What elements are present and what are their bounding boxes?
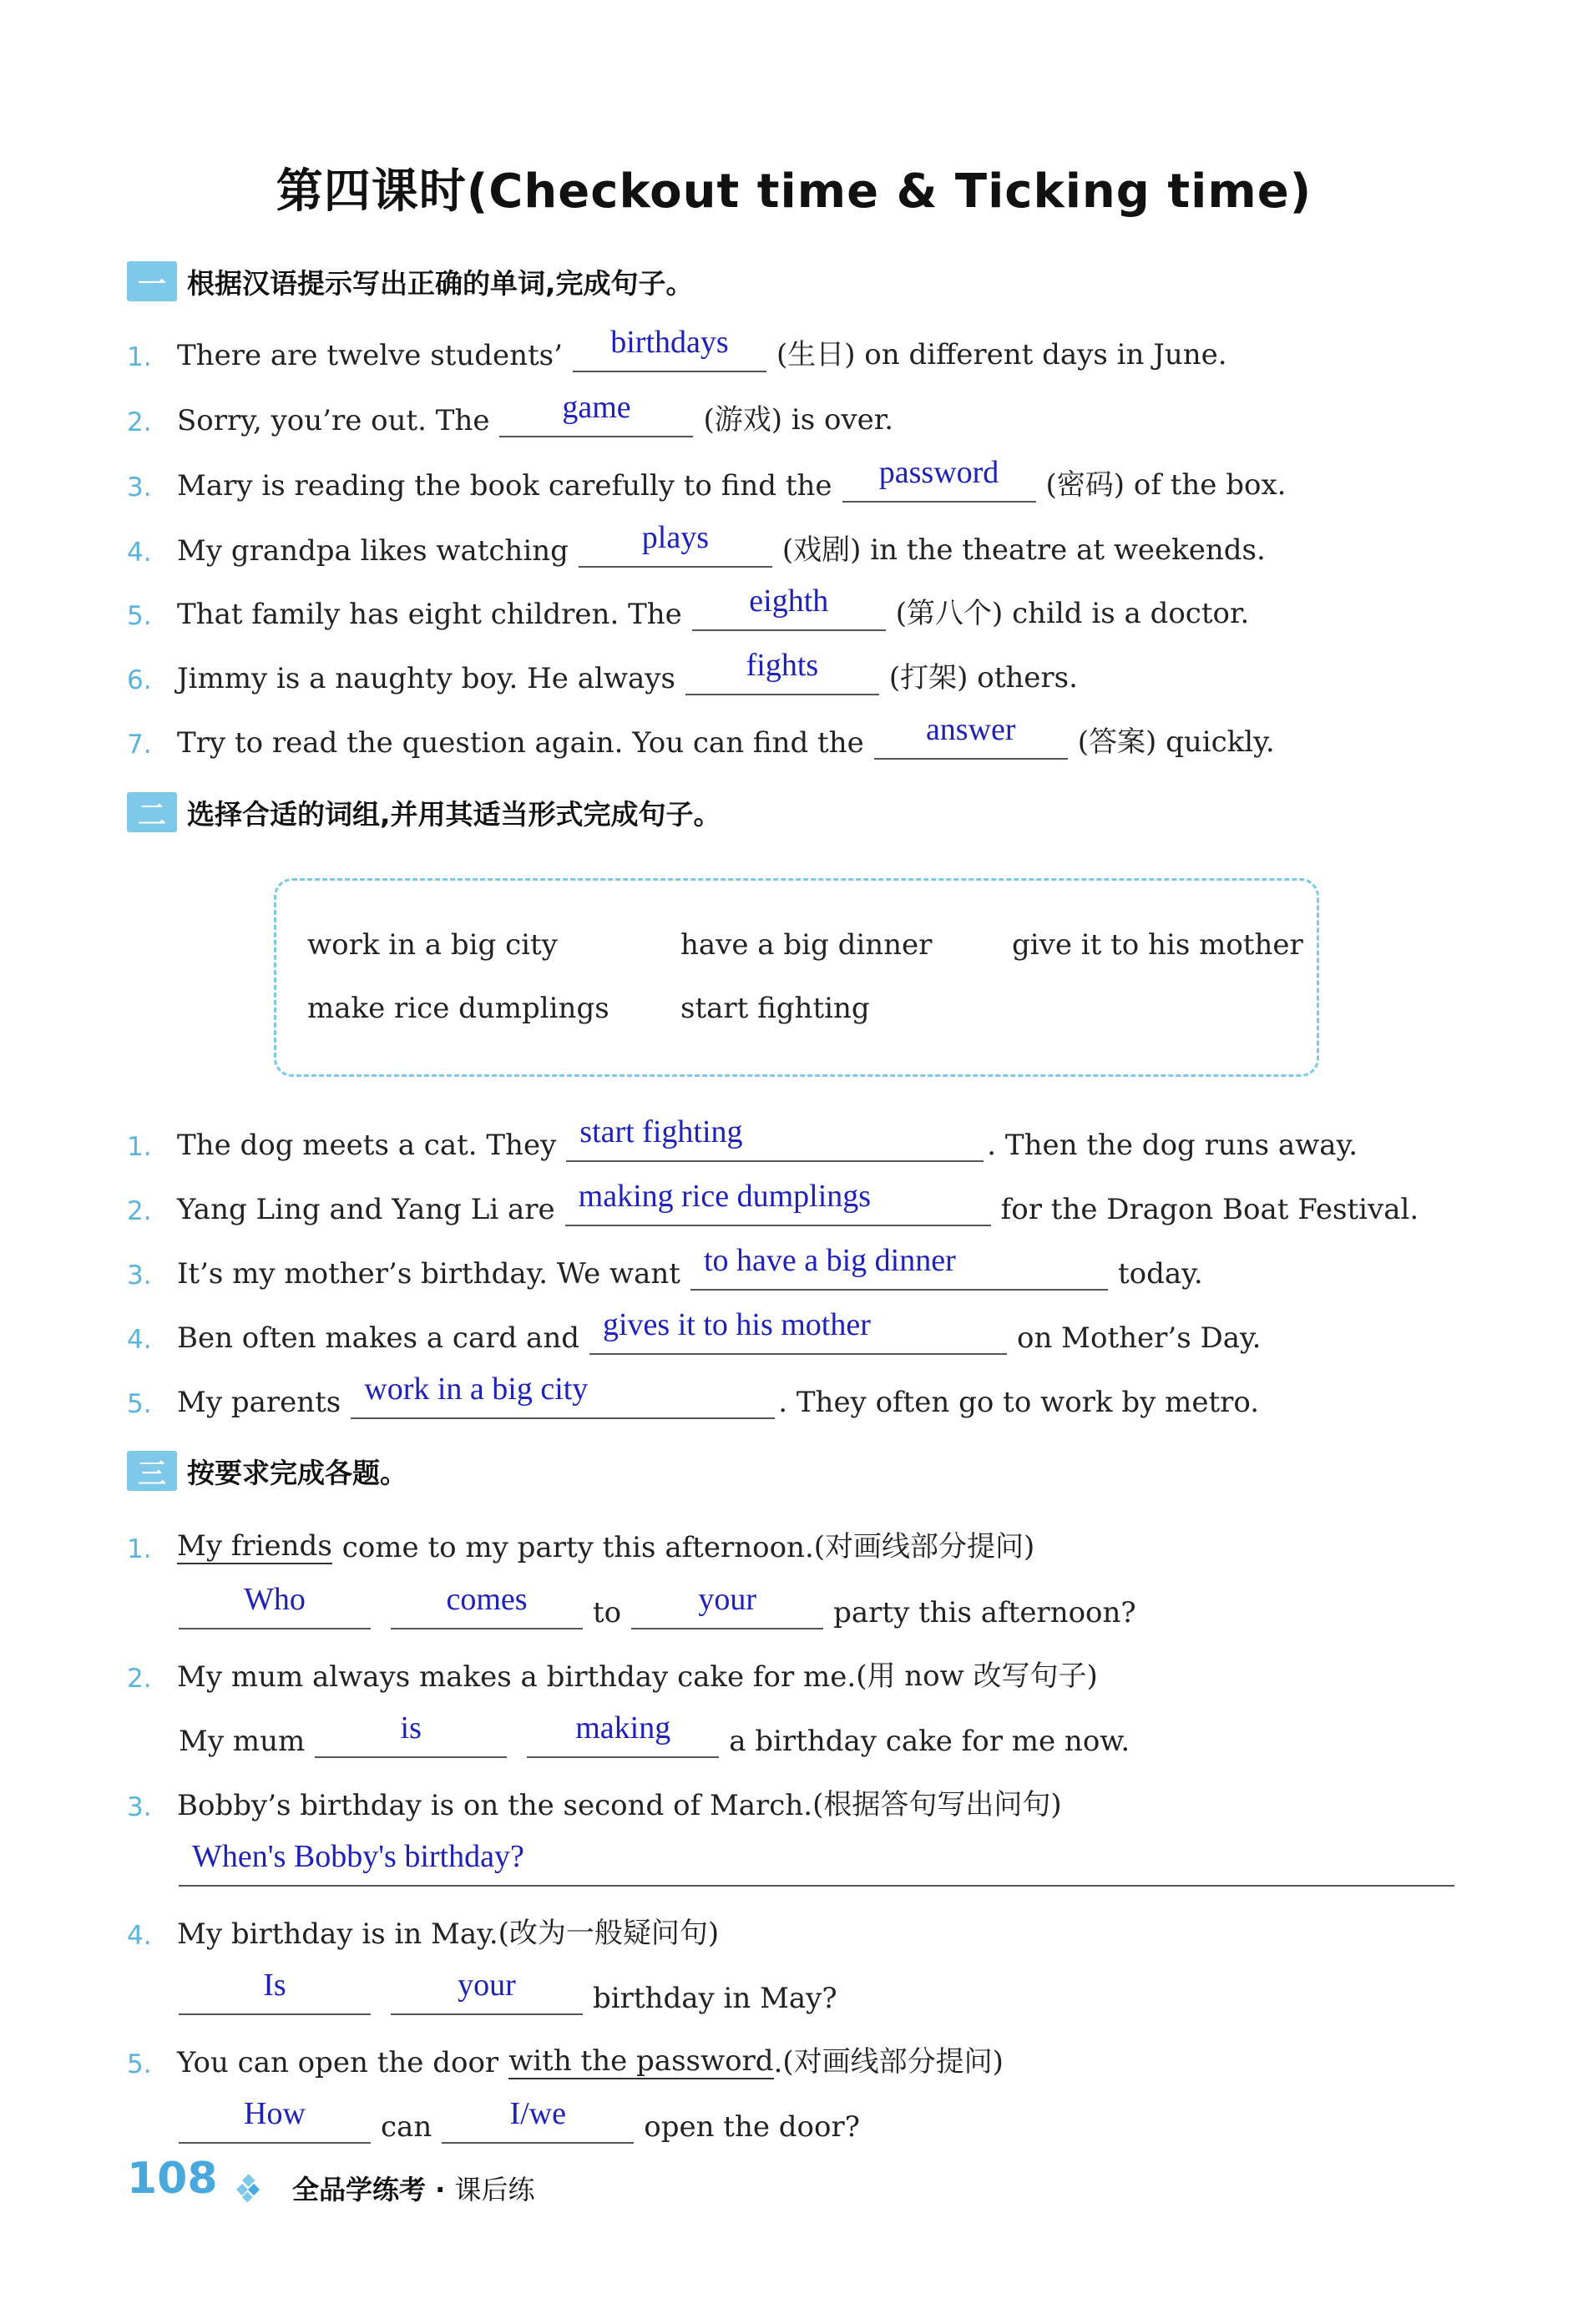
section-2-badge: 二 [127,792,177,832]
answer-blank[interactable]: I/we [442,2097,634,2144]
answer-blank[interactable]: start fighting [566,1115,984,1162]
sentence-text: My grandpa likes watching [177,534,569,568]
item-number: 2. [127,407,152,437]
item-number: 4. [127,538,152,568]
sentence-text: on Mother’s Day. [1017,1321,1262,1355]
s2-item-4 [127,1308,1262,1355]
page-title: 第四课时(Checkout time & Ticking time) [276,164,1312,219]
sentence-text: The dog meets a cat. They [177,1129,557,1162]
s2-item-5 [127,1372,1259,1419]
s1-item-2 [127,391,893,437]
footer-book-title [292,2169,534,2207]
sentence-text: . They often go to work by metro. [778,1386,1260,1419]
instruction: (对画线部分提问) [782,2045,1004,2079]
sentence-text: (密码) of the box. [1045,468,1287,502]
section-1-badge: 一 [127,261,177,301]
footer-separator: · [435,2174,446,2205]
answer-blank[interactable]: to have a big dinner [690,1244,1108,1291]
sentence-text: Jimmy is a naughty boy. He always [177,662,675,695]
answer-blank[interactable]: password [842,456,1036,503]
item-number: 2. [127,1196,152,1226]
s1-item-4 [127,521,1266,568]
answer-blank[interactable]: Is [179,1968,371,2015]
s1-item-6 [127,649,1078,695]
sentence-text: to [593,1596,622,1629]
answer-blank[interactable]: is [315,1711,507,1758]
item-number: 1. [127,342,152,372]
sentence-text: (游戏) is over. [703,403,894,437]
answer-blank[interactable]: comes [391,1583,583,1629]
s3-q3-answer [167,1840,1464,1887]
sentence-text: (戏剧) in the theatre at weekends. [781,533,1266,567]
s3-q3-prompt [127,1776,1062,1822]
sentence-text: That family has eight children. The [177,598,682,631]
sentence-text: There are twelve students’ [177,339,563,372]
sentence-text: My birthday is in May. [177,1917,498,1951]
section-3-header [127,1450,407,1492]
s3-q1-answer [167,1583,1136,1629]
s1-item-5 [127,584,1249,631]
sentence-text: (答案) quickly. [1077,725,1275,759]
s3-q5-answer [167,2097,860,2144]
underlined-phrase: with the password [508,2044,774,2078]
s2-item-2 [127,1180,1419,1226]
answer-blank[interactable]: fights [685,649,879,695]
item-number: 1. [127,1534,152,1564]
section-2-header [127,791,721,833]
s3-q2-answer [179,1711,1130,1758]
item-number: 4. [127,1921,152,1951]
item-number: 5. [127,1389,152,1419]
sentence-text: (第八个) child is a doctor. [895,597,1250,630]
answer-blank[interactable]: work in a big city [351,1372,775,1419]
word-bank-item: make rice dumplings [307,992,609,1025]
s3-q4-answer [167,1968,837,2015]
answer-blank[interactable]: your [631,1583,823,1629]
sentence-text: My mum [179,1725,306,1758]
sentence-text: Mary is reading the book carefully to find the [177,469,832,503]
s3-q2-prompt [127,1647,1098,1694]
book-subtitle: 课后练 [454,2174,535,2205]
answer-blank[interactable]: Who [179,1583,371,1629]
item-number: 3. [127,472,152,503]
item-number: 3. [127,1792,152,1822]
sentence-text: Bobby’s birthday is on the second of March. [177,1789,813,1822]
answer-blank[interactable]: making rice dumplings [565,1180,991,1226]
sentence-text: Try to read the question again. You can find the [177,726,864,760]
word-bank-item: start fighting [680,992,870,1025]
s1-item-3 [127,456,1286,503]
s3-q1-prompt [127,1518,1034,1564]
sentence-text: open the door? [644,2110,860,2144]
sentence-text: birthday in May? [593,1982,837,2015]
underlined-phrase: My friends [177,1529,332,1563]
word-bank-item: have a big dinner [680,928,933,962]
item-number: 6. [127,665,152,695]
s2-item-3 [127,1244,1203,1291]
item-number: 3. [127,1261,152,1291]
s3-q5-prompt [127,2033,1004,2079]
answer-blank[interactable]: gives it to his mother [589,1308,1007,1355]
sentence-text: today. [1117,1257,1203,1291]
item-number: 5. [127,601,152,631]
sentence-text: My mum always makes a birthday cake for me. [177,1660,857,1694]
sentence-text: My parents [177,1386,341,1419]
sentence-text: You can open the door [177,2046,499,2079]
answer-blank[interactable]: making [527,1711,719,1758]
section-3-badge: 三 [127,1451,177,1491]
sentence-text: . [773,2046,783,2079]
sentence-text: come to my party this afternoon. [341,1531,814,1564]
section-1-header [127,260,694,302]
sentence-text: party this afternoon? [833,1596,1136,1629]
section-1-heading: 根据汉语提示写出正确的单词,完成句子。 [187,266,694,300]
answer-blank[interactable]: plays [579,521,772,568]
answer-blank[interactable]: birthdays [573,326,766,372]
answer-blank[interactable]: When's Bobby's birthday? [179,1840,1454,1887]
word-bank-item: work in a big city [307,928,558,962]
item-number: 5. [127,2049,152,2079]
sentence-text: can [381,2110,432,2144]
answer-blank[interactable]: game [499,391,693,437]
answer-blank[interactable]: How [179,2097,371,2144]
answer-blank[interactable]: answer [874,713,1068,760]
word-bank-box [274,878,1319,1077]
sentence-text: It’s my mother’s birthday. We want [177,1257,680,1291]
s2-item-1 [127,1115,1358,1162]
sentence-text: . Then the dog runs away. [987,1129,1358,1162]
s1-item-1 [127,326,1227,372]
sentence-text: a birthday cake for me now. [729,1725,1130,1758]
instruction: (用 now 改写句子) [856,1660,1098,1693]
item-number: 4. [127,1325,152,1355]
answer-blank[interactable]: eighth [692,584,886,631]
diamond-icon [235,2174,266,2204]
instruction: (根据答句写出问句) [812,1788,1062,1821]
s3-q4-prompt [127,1904,719,1951]
item-number: 2. [127,1664,152,1694]
sentence-text: Yang Ling and Yang Li are [177,1193,555,1226]
sentence-text: (生日) on different days in June. [776,338,1227,371]
sentence-text: for the Dragon Boat Festival. [1000,1193,1419,1226]
item-number: 7. [127,730,152,760]
sentence-text: (打架) others. [888,661,1078,695]
instruction: (改为一般疑问句) [498,1917,720,1950]
page-number: 108 [127,2154,218,2204]
sentence-text: Sorry, you’re out. The [177,404,490,437]
answer-blank[interactable]: your [391,1968,583,2015]
book-title: 全品学练考 [292,2174,427,2205]
word-bank-item: give it to his mother [1012,928,1303,962]
sentence-text: Ben often makes a card and [177,1321,579,1355]
instruction: (对画线部分提问) [813,1530,1035,1564]
s1-item-7 [127,713,1275,760]
section-3-heading: 按要求完成各题。 [187,1456,407,1489]
section-2-heading: 选择合适的词组,并用其适当形式完成句子。 [187,797,721,831]
item-number: 1. [127,1132,152,1162]
